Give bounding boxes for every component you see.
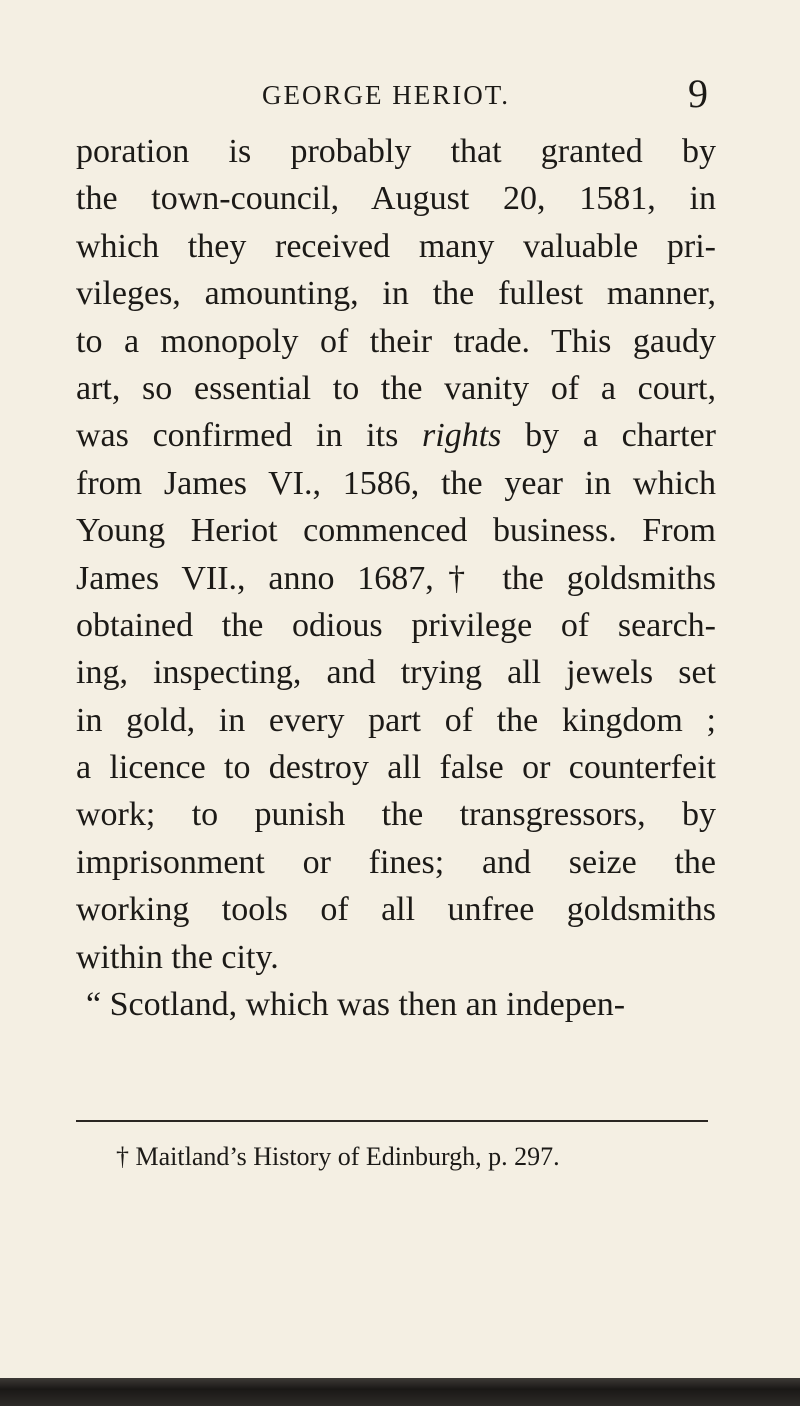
text-line: from James VI., 1586, the year in which — [76, 464, 716, 502]
running-title: GEORGE HERIOT. — [262, 80, 510, 110]
text-line: art, so essential to the vanity of a court, — [76, 369, 716, 407]
text-line: working tools of all unfree goldsmiths — [76, 891, 716, 929]
text-line: imprisonment or fines; and seize the — [76, 843, 716, 881]
text-line: the town-council, August 20, 1581, in — [76, 180, 716, 218]
text-line: work; to punish the transgressors, by — [76, 796, 716, 834]
text-line: obtained the odious privilege of search- — [76, 606, 716, 644]
running-head — [0, 70, 800, 114]
text-line — [76, 412, 716, 459]
body-text — [76, 128, 716, 1028]
text-line: ing, inspecting, and trying all jewels set — [76, 654, 716, 692]
italic-word: rights — [422, 417, 502, 455]
text-line: to a monopoly of their trade. This gaudy — [76, 322, 716, 360]
text-line: which they received many valuable pri- — [76, 227, 716, 265]
text-line: within the city. — [76, 938, 279, 976]
page-number: 9 — [688, 71, 708, 116]
text-line: a licence to destroy all false or counterfeit — [76, 749, 716, 787]
text-line: Young Heriot commenced business. From — [76, 512, 716, 550]
text-line: “ Scotland, which was then an indepen- — [86, 986, 626, 1024]
text-segment: was confirmed in its — [76, 417, 399, 455]
page-bottom-edge — [0, 1378, 800, 1406]
footnote: † Maitland’s History of Edinburgh, p. 297. — [116, 1142, 560, 1171]
text-segment: by a charter — [525, 417, 716, 455]
footnote-rule — [76, 1120, 708, 1122]
text-line: James VII., anno 1687,† the goldsmiths — [76, 559, 716, 597]
text-line: vileges, amounting, in the fullest manner, — [76, 275, 716, 313]
text-line: in gold, in every part of the kingdom ; — [76, 701, 716, 739]
text-line: poration is probably that granted by — [76, 133, 716, 170]
